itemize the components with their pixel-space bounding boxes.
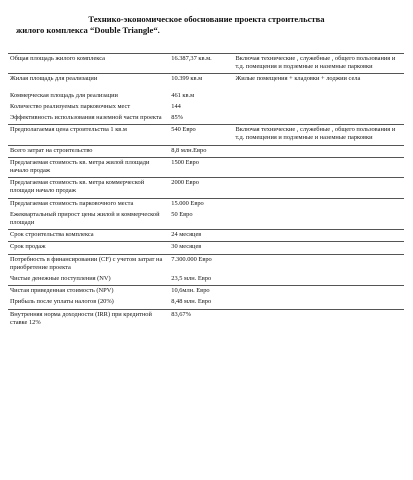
row-note	[234, 274, 404, 286]
row-label: Эффективность использования наземной части проекта	[10, 114, 162, 122]
row-note	[234, 297, 404, 309]
row-value: 10,6млн. Евро	[169, 286, 233, 298]
row-note	[234, 157, 404, 177]
project-indicators-table	[8, 53, 404, 329]
row-note	[234, 309, 404, 329]
row-note	[234, 178, 404, 198]
row-label: Предлагаемая стоимость кв. метра коммерческой площади начало продаж	[8, 178, 169, 198]
row-value: 144	[171, 102, 181, 110]
row-value: 30 месяцев	[169, 242, 233, 254]
row-label: Ежеквартальный прирост цены жилой и коммерческой площади	[10, 210, 160, 227]
row-note	[234, 230, 404, 242]
row-value: 50 Евро	[171, 210, 193, 218]
row-label: Предполагаемая цена строительства 1 кв.м	[8, 125, 169, 145]
table-row	[8, 286, 404, 298]
row-value: 8,48 млн. Евро	[171, 298, 212, 306]
row-label: Прибыль после уплаты налогов (20%)	[10, 298, 114, 306]
row-label: Всего затрат на строительство	[8, 145, 169, 157]
table-row	[8, 309, 404, 329]
row-label: Предлагаемая стоимость парковочного места	[8, 198, 169, 210]
row-value: 1500 Евро	[169, 157, 233, 177]
row-label: Жилая площадь для реализации	[8, 74, 169, 86]
table-row	[8, 198, 404, 210]
row-value: 540 Евро	[169, 125, 233, 145]
row-label: Потребность в финансировании (CF) с учетом затрат на приобретение проекта	[8, 254, 169, 274]
row-note	[234, 102, 404, 113]
row-note: Включая технические , служебные , общего пользования и т.д. помещения и подземные и наземные парковки	[234, 54, 404, 74]
row-label: Чистые денежные поступления (NV)	[10, 275, 111, 283]
row-value: 8,8 млн.Евро	[169, 145, 233, 157]
row-note	[234, 242, 404, 254]
row-value: 7.300.000 Евро	[169, 254, 233, 274]
row-label: Срок строительства комплекса	[8, 230, 169, 242]
row-label: Общая площадь жилого комплекса	[8, 54, 169, 74]
row-note	[234, 86, 404, 102]
row-label: Предлагаемая стоимость кв. метра жилой площади начало продаж	[8, 157, 169, 177]
table-row	[8, 274, 404, 286]
row-label: Срок продаж	[8, 242, 169, 254]
title-line-2: жилого комплекса “Double Triangle“.	[16, 25, 160, 35]
row-note	[234, 145, 404, 157]
table-row	[8, 145, 404, 157]
row-note: Включая технические , служебные , общего пользования и т.д. помещения и подземные и наземные парковки	[234, 125, 404, 145]
row-note	[234, 286, 404, 298]
row-value: 461 кв.м	[171, 91, 195, 99]
row-note	[234, 254, 404, 274]
row-note	[234, 198, 404, 210]
row-label: Количество реализуемых парковочных мест	[10, 102, 131, 110]
row-value: 15.000 Евро	[169, 198, 233, 210]
row-note: Жилые помещения + кладовки + лоджии села	[234, 74, 404, 86]
table-row	[8, 254, 404, 274]
row-value: 24 месяцев	[169, 230, 233, 242]
table-row	[8, 86, 404, 102]
table-row	[8, 157, 404, 177]
row-note	[234, 113, 404, 125]
table-row	[8, 113, 404, 125]
table-row	[8, 230, 404, 242]
row-value: 10.399 кв.м	[169, 74, 233, 86]
row-note	[234, 210, 404, 230]
row-value: 83,67%	[169, 309, 233, 329]
table-row	[8, 102, 404, 113]
row-value: 16.387,37 кв.м.	[169, 54, 233, 74]
table-row	[8, 178, 404, 198]
table-row	[8, 297, 404, 309]
row-value: 85%	[171, 114, 183, 122]
table-row	[8, 74, 404, 86]
table-row	[8, 54, 404, 74]
title-line-1: Технико-экономическое обоснование проекта строительства	[88, 14, 325, 24]
row-label: Чистая приведенная стоимость (NPV)	[8, 286, 169, 298]
row-label: Коммерческая площадь для реализации	[10, 91, 118, 99]
table-row	[8, 210, 404, 230]
table-row	[8, 242, 404, 254]
row-label: Внутренняя норма доходности (IRR) при кредитной ставке 12%	[8, 309, 169, 329]
table-row	[8, 125, 404, 145]
row-value: 2000 Евро	[169, 178, 233, 198]
document-title	[0, 14, 413, 36]
row-value: 23,5 млн. Евро	[171, 275, 212, 283]
